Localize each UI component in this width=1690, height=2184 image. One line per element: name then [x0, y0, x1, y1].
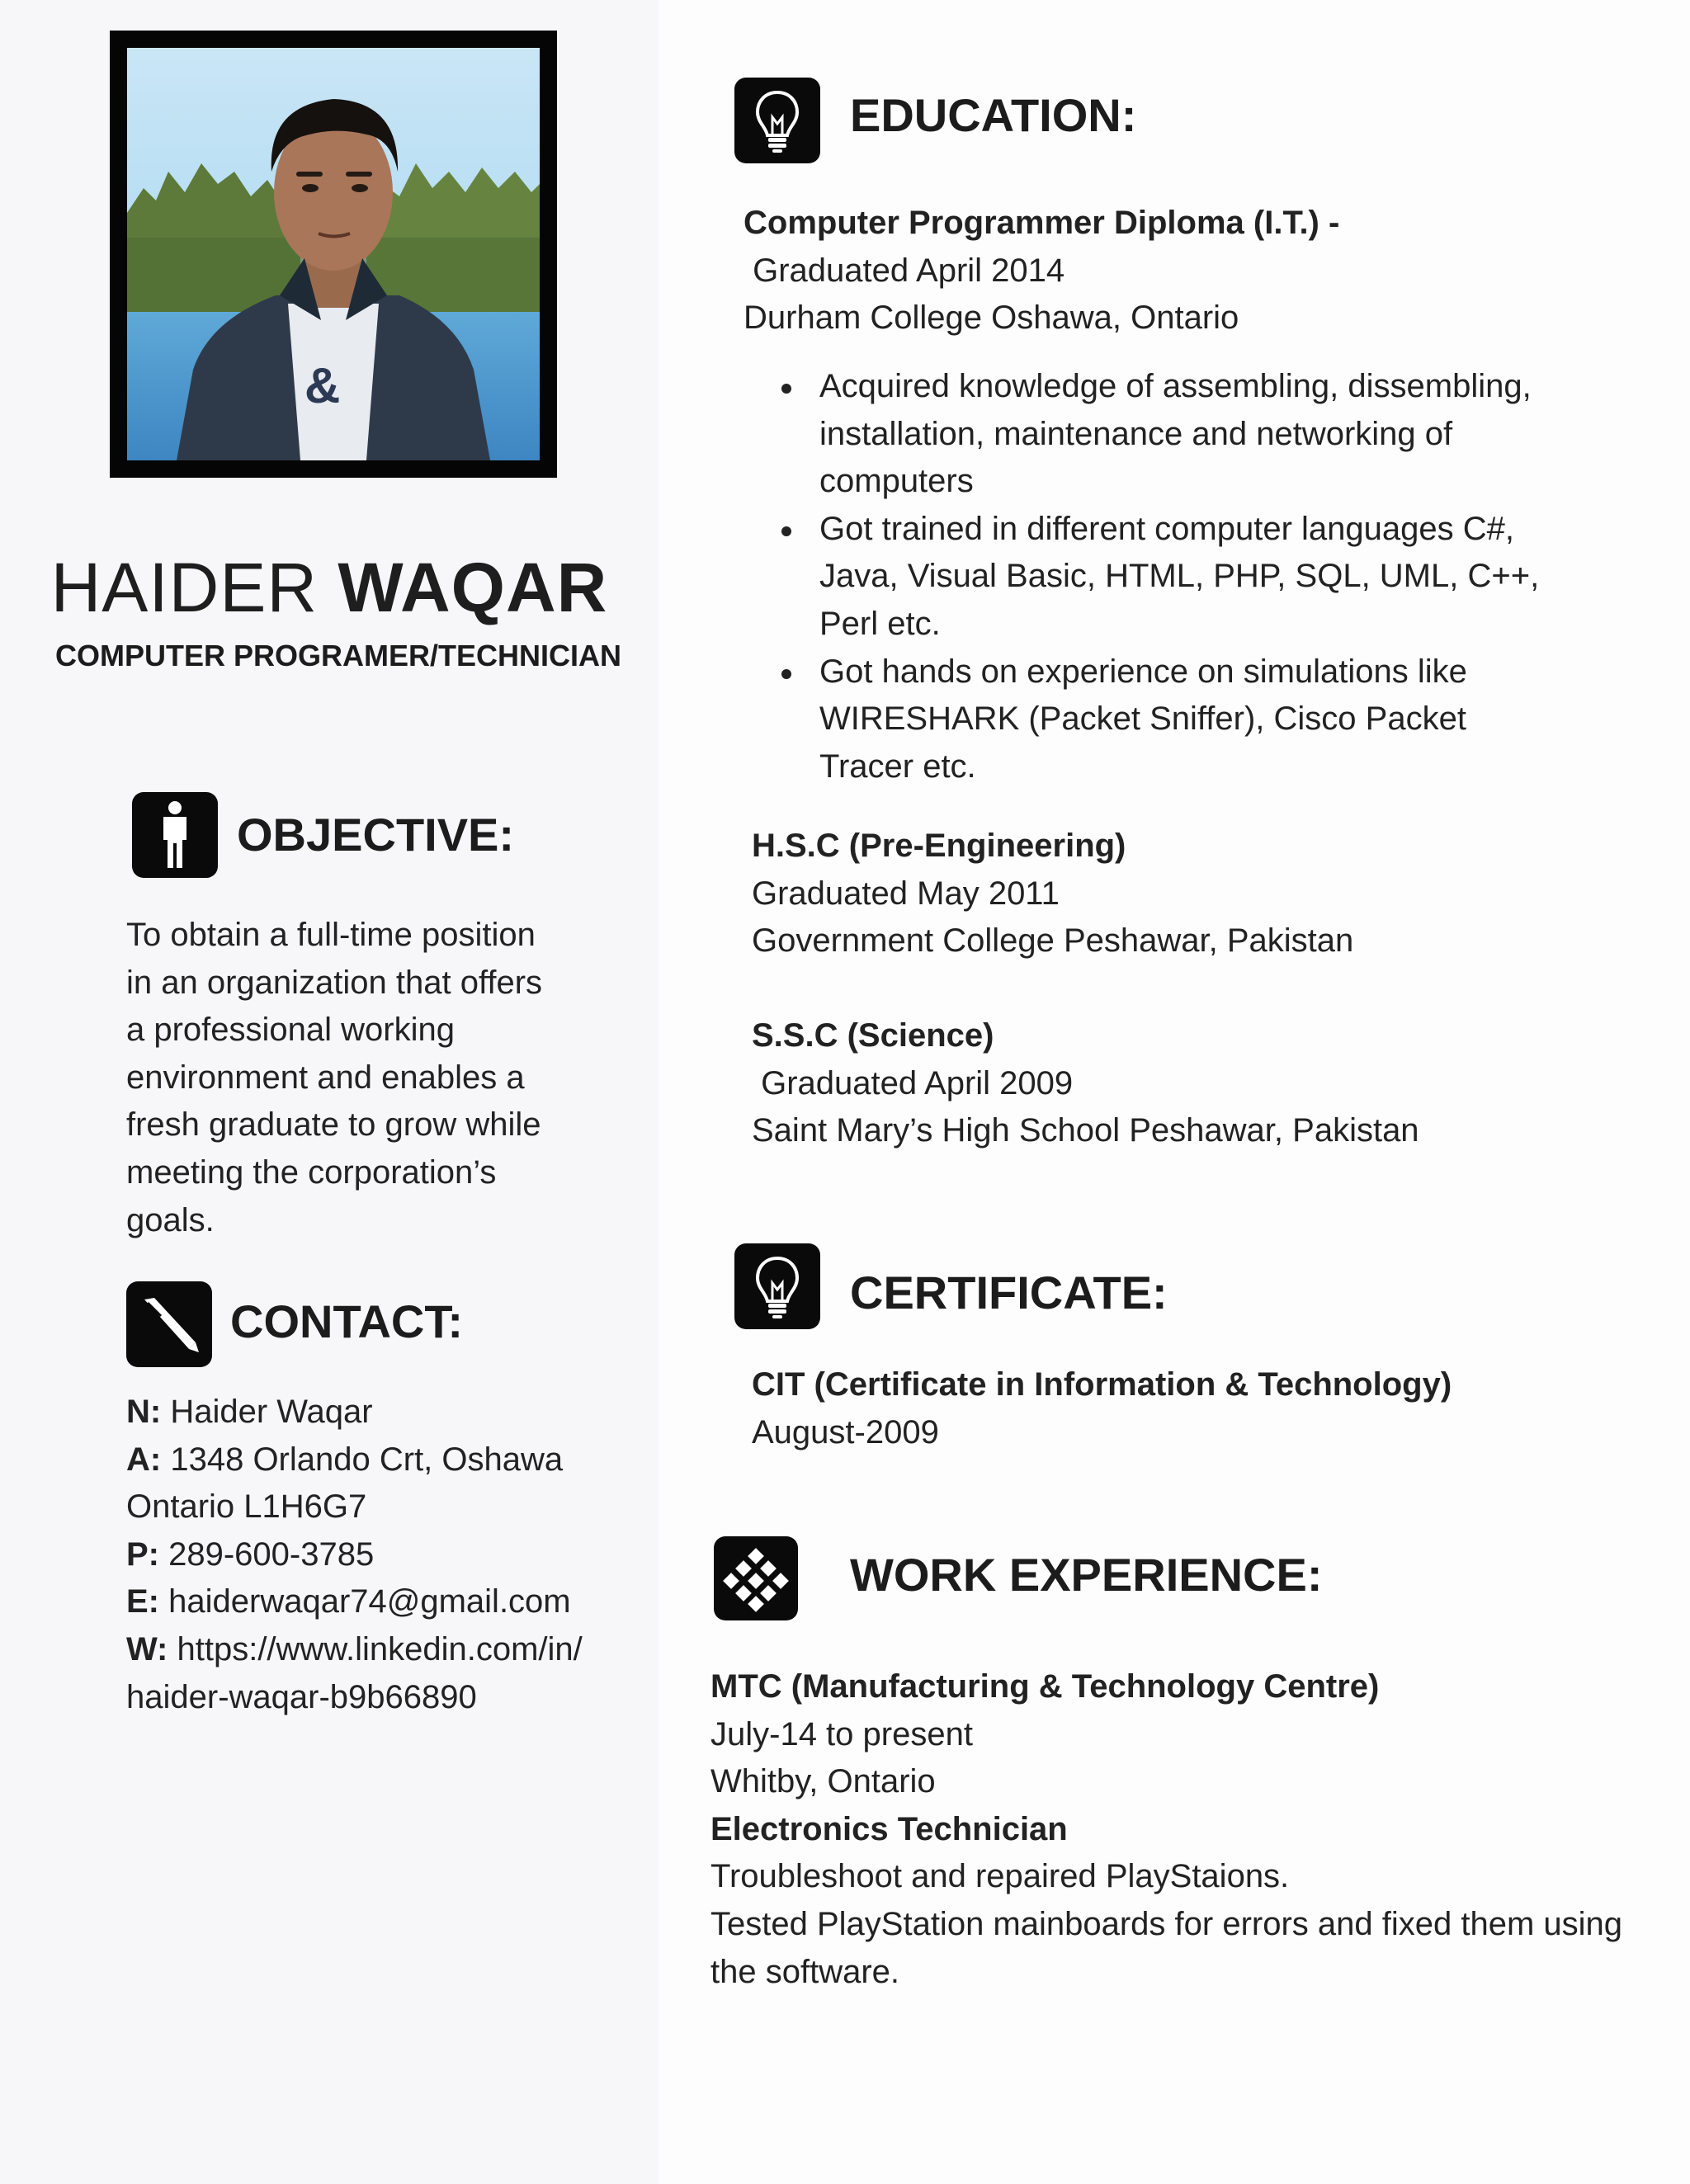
bullet-line: Got trained in different computer languages C#,: [819, 510, 1514, 547]
contact-email-row: [126, 1578, 583, 1626]
work-entry: [710, 1663, 1622, 1996]
lightbulb-icon: [734, 1243, 820, 1329]
contact-web-link-cont[interactable]: haider-waqar-b9b66890: [126, 1678, 477, 1715]
education-heading: EDUCATION:: [850, 89, 1137, 141]
work-location: Whitby, Ontario: [710, 1763, 936, 1800]
objective-line: in an organization that offers: [126, 964, 543, 1001]
contact-label: N:: [126, 1394, 162, 1430]
contact-details: [126, 1389, 583, 1721]
diploma-graduated: Graduated April 2014: [744, 252, 1065, 289]
profile-photo-frame: [110, 31, 557, 478]
contact-name: Haider Waqar: [170, 1394, 373, 1430]
objective-line: meeting the corporation’s: [126, 1153, 497, 1191]
bullet-line: Perl etc.: [819, 605, 941, 642]
work-heading: WORK EXPERIENCE:: [850, 1549, 1323, 1601]
ssc-graduated: Graduated April 2009: [752, 1064, 1074, 1101]
certificate-title: CIT (Certificate in Information & Technology): [752, 1366, 1452, 1403]
contact-label: E:: [126, 1583, 159, 1620]
bullet-line: Tracer etc.: [819, 748, 976, 785]
work-period: July-14 to present: [710, 1715, 973, 1752]
contact-address: 1348 Orlando Crt, Oshawa: [170, 1441, 564, 1478]
lightbulb-icon: [734, 78, 820, 163]
diploma-entry: [744, 200, 1339, 342]
work-duty: Tested PlayStation mainboards for errors and fixed them using: [710, 1905, 1623, 1942]
work-role: Electronics Technician: [710, 1810, 1068, 1847]
objective-line: fresh graduate to grow while: [126, 1106, 541, 1144]
job-title: COMPUTER PROGRAMER/TECHNICIAN: [54, 639, 621, 672]
hsc-graduated: Graduated May 2011: [752, 875, 1060, 912]
contact-phone: 289-600-3785: [168, 1535, 375, 1573]
candidate-name: [0, 546, 659, 629]
diploma-school: Durham College Oshawa, Ontario: [744, 300, 1239, 337]
contact-email[interactable]: haiderwaqar74@gmail.com: [168, 1583, 571, 1620]
objective-line: goals.: [126, 1201, 215, 1238]
certificate-heading: CERTIFICATE:: [850, 1267, 1168, 1318]
ssc-entry: [752, 1012, 1419, 1155]
ssc-title: S.S.C (Science): [752, 1017, 994, 1054]
bullet-line: Got hands on experience on simulations like: [819, 653, 1467, 690]
objective-line: To obtain a full-time position: [126, 917, 536, 953]
contact-phone-row: [126, 1531, 583, 1579]
profile-photo: [127, 48, 540, 460]
bullet-line: WIRESHARK (Packet Sniffer), Cisco Packet: [819, 700, 1466, 738]
certificate-date: August-2009: [752, 1413, 939, 1450]
bullet-line: Java, Visual Basic, HTML, PHP, SQL, UML, C++,: [819, 558, 1540, 595]
first-name: HAIDER: [50, 549, 319, 626]
work-company: MTC (Manufacturing & Technology Centre): [710, 1668, 1380, 1705]
diamond-pattern-icon: [714, 1536, 798, 1620]
ssc-school: Saint Mary’s High School Peshawar, Pakistan: [752, 1112, 1419, 1149]
bullet-line: Acquired knowledge of assembling, dissembling,: [819, 368, 1532, 404]
contact-heading: CONTACT:: [230, 1295, 464, 1347]
objective-heading: OBJECTIVE:: [237, 809, 515, 861]
contact-label: P:: [126, 1535, 159, 1573]
contact-name-row: [126, 1389, 583, 1436]
objective-line: environment and enables a: [126, 1059, 525, 1096]
list-item: [744, 649, 1539, 791]
objective-text: [126, 912, 542, 1244]
contact-label: A:: [126, 1441, 162, 1478]
bullet-line: computers: [819, 463, 974, 500]
diploma-bullets: [744, 363, 1539, 790]
person-icon: [132, 792, 218, 878]
certificate-entry: [752, 1361, 1452, 1456]
contact-address-row: [126, 1436, 583, 1484]
list-item: [744, 363, 1539, 506]
contact-address-line-2: Ontario L1H6G7: [126, 1488, 367, 1526]
work-duty: Troubleshoot and repaired PlayStaions.: [710, 1858, 1290, 1895]
pen-icon: [126, 1281, 212, 1367]
objective-line: a professional working: [126, 1012, 455, 1049]
last-name: WAQAR: [338, 549, 608, 626]
hsc-title: H.S.C (Pre-Engineering): [752, 828, 1126, 864]
diploma-title: Computer Programmer Diploma (I.T.) -: [744, 205, 1340, 241]
contact-label: W:: [126, 1630, 168, 1667]
contact-web-link[interactable]: https://www.linkedin.com/in/: [177, 1630, 583, 1667]
contact-web-row: [126, 1626, 583, 1674]
hsc-school: Government College Peshawar, Pakistan: [752, 922, 1354, 960]
list-item: [744, 506, 1539, 649]
bullet-line: installation, maintenance and networking of: [819, 415, 1453, 452]
hsc-entry: [752, 823, 1353, 965]
work-duty: the software.: [710, 1953, 900, 1990]
svg-text:&: &: [304, 358, 341, 413]
